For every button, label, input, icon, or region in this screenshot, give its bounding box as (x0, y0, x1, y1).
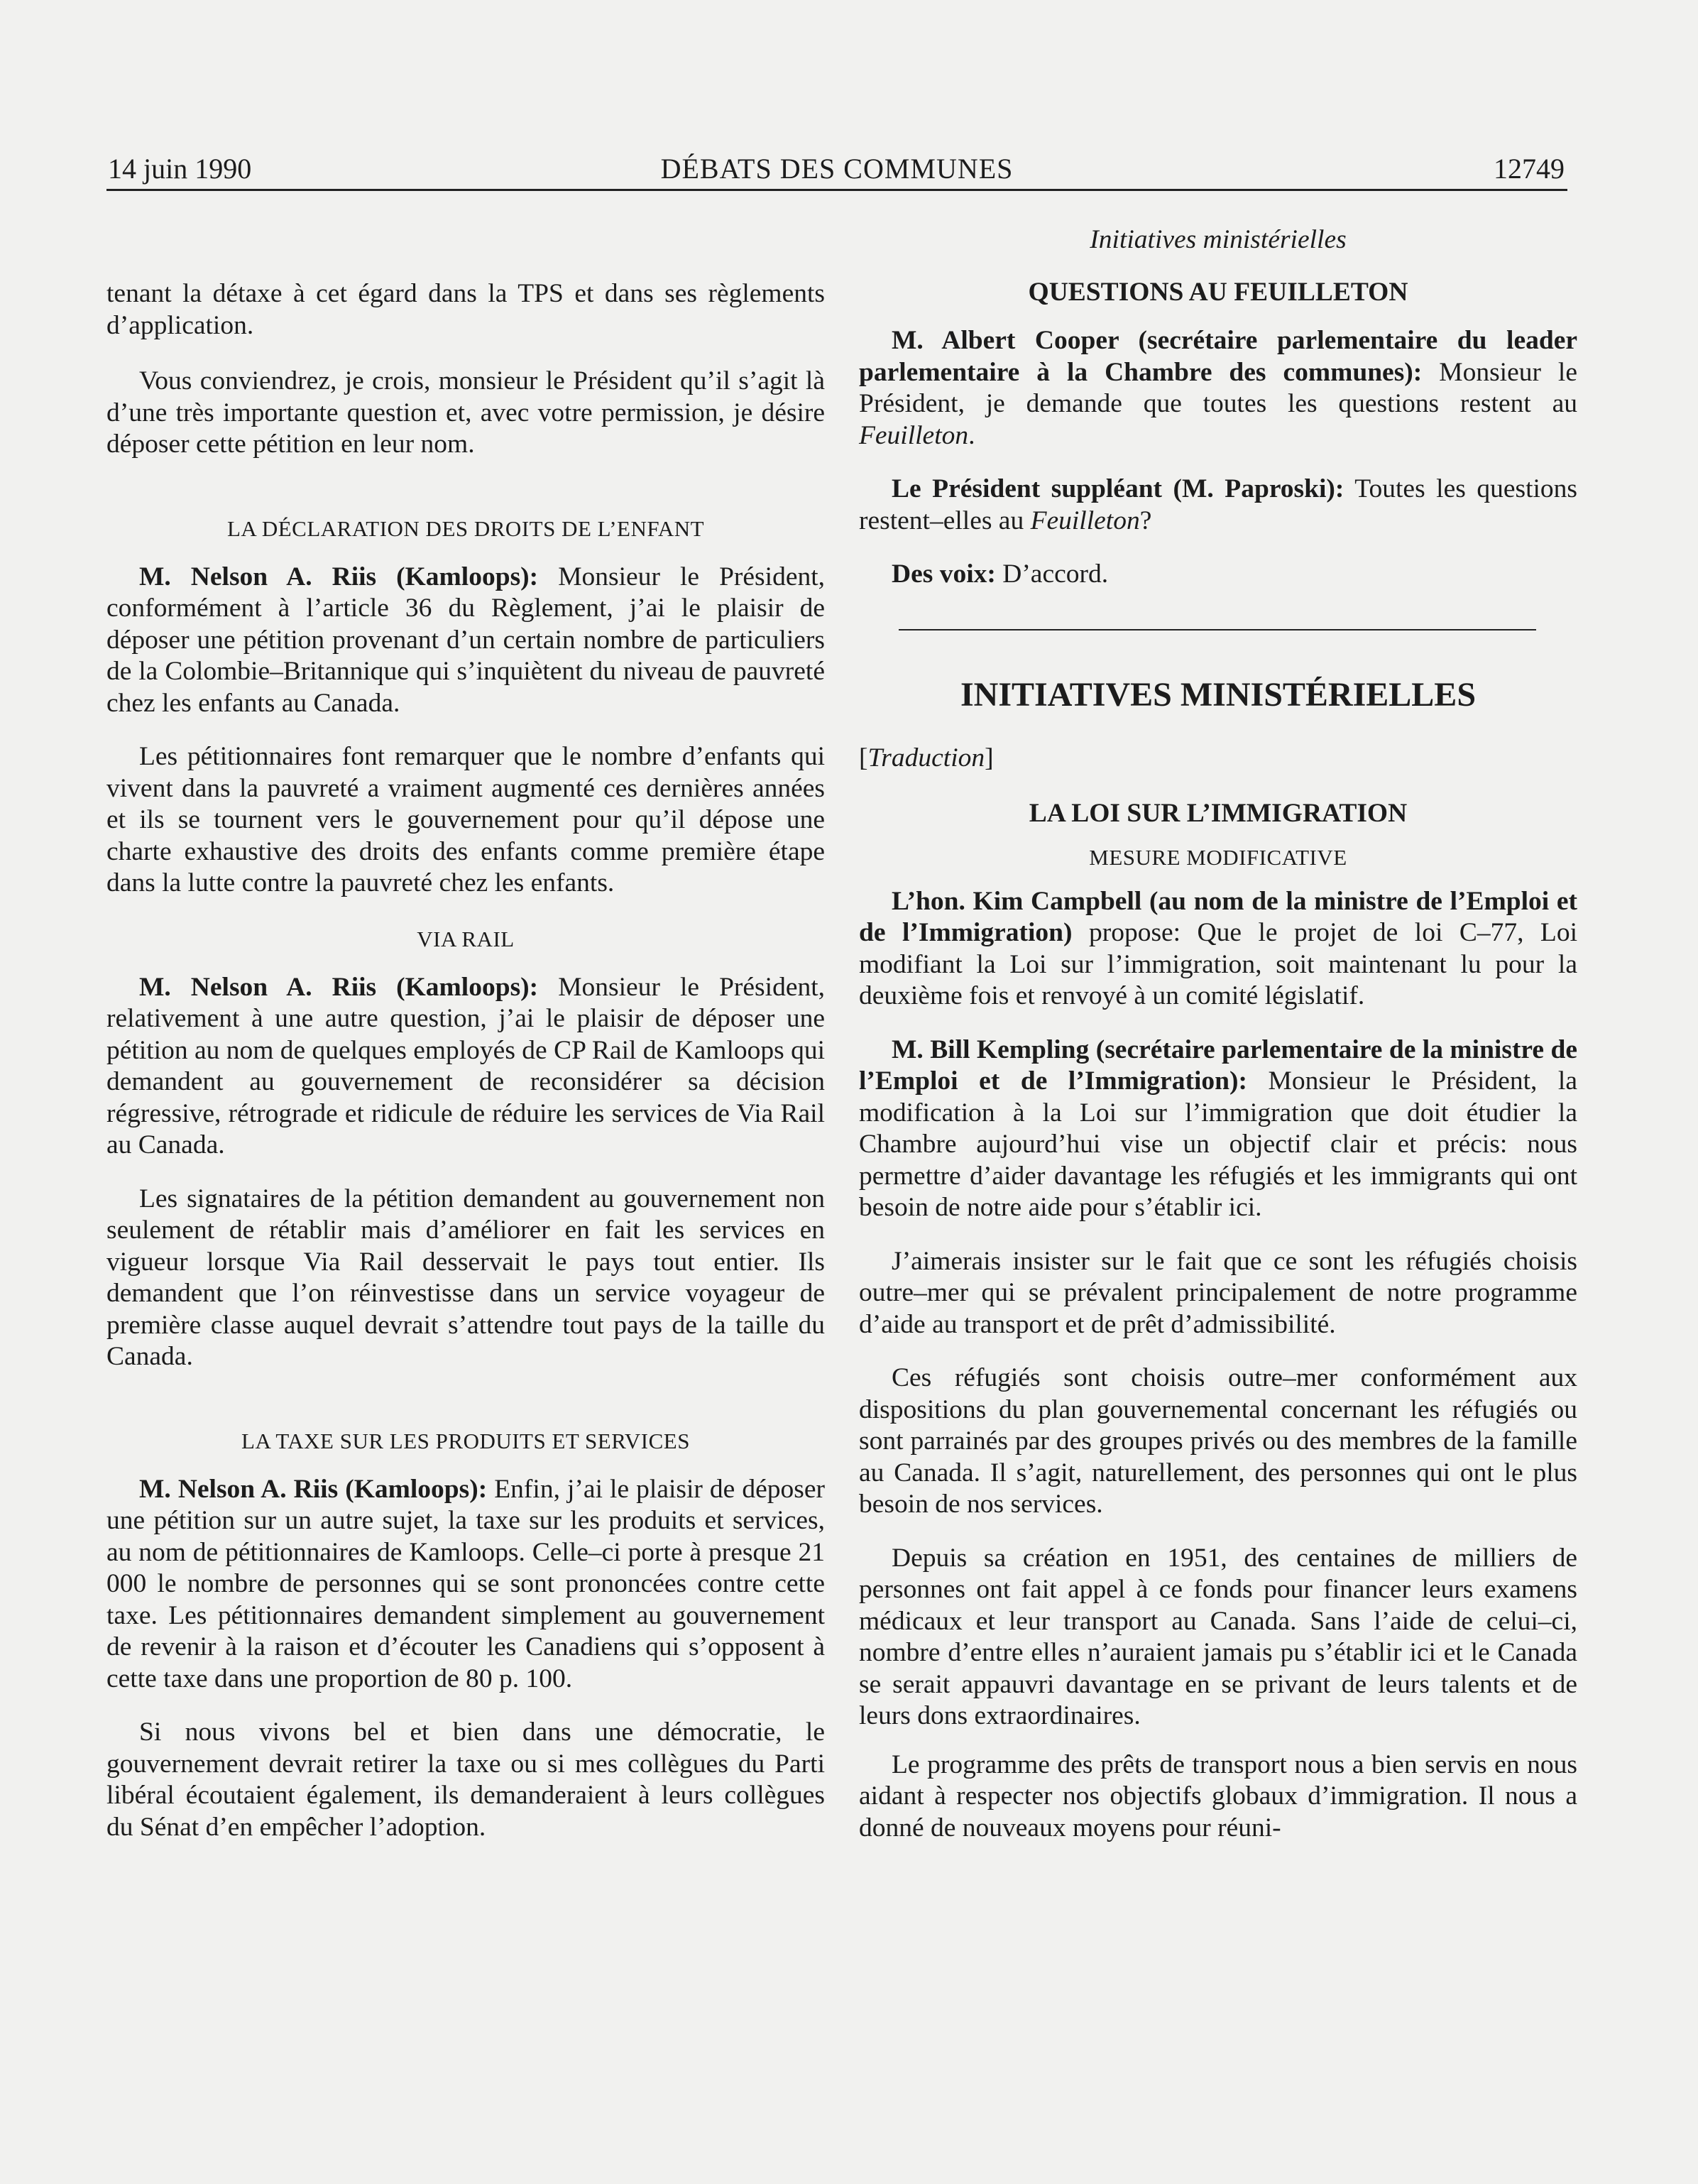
bracket-open: [ (859, 743, 868, 772)
header-date: 14 juin 1990 (108, 153, 252, 185)
speech-italic: Feuilleton (859, 420, 969, 450)
section-heading: LA DÉCLARATION DES DROITS DE L’ENFANT (226, 515, 705, 541)
paragraph: Si nous vivons bel et bien dans une démocratie, le gouvernement devrait retirer la taxe ou si mes collègues du Parti libéral écoutaient également, ils demanderaient à leurs collègues du Sénat d’en empêcher l’adoption. (106, 1718, 825, 1842)
section-heading: LA LOI SUR L’IMMIGRATION (1029, 798, 1408, 828)
speech-italic: Feuilleton (1030, 506, 1140, 535)
paragraph (859, 559, 1577, 591)
paragraph (859, 474, 1577, 537)
translation-label: Traduction (867, 743, 985, 772)
speaker-name: Des voix: (892, 559, 996, 589)
speech-punctuation: ? (1139, 506, 1152, 535)
header-journal-title: DÉBATS DES COMMUNES (660, 153, 1014, 185)
right-column (859, 224, 1577, 1844)
major-heading: INITIATIVES MINISTÉRIELLES (960, 675, 1477, 714)
speaker-name: M. Nelson A. Riis (Kamloops): (139, 1474, 488, 1504)
section-heading: QUESTIONS AU FEUILLETON (1028, 278, 1408, 307)
translation-note (859, 743, 1577, 774)
section-heading: LA TAXE SUR LES PRODUITS ET SERVICES (241, 1428, 690, 1453)
header-page-number: 12749 (1494, 153, 1565, 185)
speech-text: Toutes les questions restent–elles au (859, 474, 1578, 535)
paragraph (859, 1034, 1577, 1224)
speaker-name: Le Président suppléant (M. Paproski): (892, 474, 1344, 503)
paragraph: Les pétitionnaires font remarquer que le nombre d’enfants qui vivent dans la pauvreté a vraiment augmenté ces dernières années et ils se tournent vers le gouvernement pour qu’il dépose une charte exhaustive des droits des enfants comme première étape dans la lutte contre la pauvreté chez les enfants. (106, 742, 825, 897)
paragraph (106, 562, 825, 720)
speech-text: Enfin, j’ai le plaisir de déposer une pétition sur un autre sujet, la taxe sur les produits et services, au nom de pétitionnaires de Kamloops. Celle–ci porte à presque 21 000 le nombre de personnes qui se sont prononcées contre cette taxe. Les pétitionnaires demandent simplement au gouvernement de revenir à la raison et d’écouter les Canadiens qui s’opposent à cette taxe dans une proportion de 80 p. 100. (106, 1474, 826, 1693)
paragraph: J’aimerais insister sur le fait que ce sont les réfugiés choisis outre–mer qui se prévalent principalement de notre programme d’aide au transport et de prêt d’admissibilité. (859, 1246, 1577, 1339)
divider-rule (899, 629, 1536, 630)
speaker-name: M. Albert Cooper (secrétaire parlementaire du leader parlementaire à la Chambre des communes): (859, 326, 1577, 387)
speech-text: Monsieur le Président, relativement à une autre question, j’ai le plaisir de déposer une pétition au nom de quelques employés de CP Rail de Kamloops qui demandent au gouvernement de reconsidérer sa décision régressive, rétrograde et ridicule de réduire les services de Via Rail au Canada. (106, 972, 826, 1159)
paragraph (859, 886, 1577, 1012)
speaker-name: M. Nelson A. Riis (Kamloops): (139, 562, 539, 591)
paragraph (859, 325, 1577, 452)
paragraph: tenant la détaxe à cet égard dans la TPS et dans ses règlements d’application. (106, 279, 825, 340)
paragraph (106, 1474, 825, 1696)
paragraph: Vous conviendrez, je crois, monsieur le Président qu’il s’agit là d’une très importante question et, avec votre permission, je désire déposer cette pétition en leur nom. (106, 366, 825, 459)
bracket-close: ] (985, 743, 994, 772)
paragraph: Depuis sa création en 1951, des centaines de milliers de personnes ont fait appel à ce fonds pour financer leurs examens médicaux et leur transport au Canada. Sans l’aide de celui–ci, nombre d’entre elles n’auraient jamais pu s’établir ici et le Canada se serait appauvri davantage en se privant de leurs talents et de leurs dons extraordinaires. (859, 1543, 1577, 1730)
speaker-name: M. Bill Kempling (secrétaire parlementaire de la ministre de l’Emploi et de l’Immigration): (859, 1034, 1577, 1096)
speech-text: Monsieur le Président, je demande que toutes les questions restent au (859, 357, 1577, 418)
speaker-name: M. Nelson A. Riis (Kamloops): (139, 972, 539, 1002)
paragraph: Ces réfugiés sont choisis outre–mer conformément aux dispositions du plan gouvernemental concernant les réfugiés ou sont parrainés par des groupes privés ou des membres de la famille au Canada. Il s’agit, naturellement, des personnes qui ont le plus besoin de nos services. (859, 1363, 1577, 1519)
left-column (106, 278, 825, 1843)
paragraph (106, 972, 825, 1162)
paragraph: Le programme des prêts de transport nous a bien servis en nous aidant à respecter nos objectifs globaux d’immigration. Il nous a donné de nouveaux moyens pour réuni- (859, 1749, 1577, 1842)
speech-text: propose: Que le projet de loi C–77, Loi modifiant la Loi sur l’immigration, soit maintenant lu pour la deuxième fois et renvoyé à un comité législatif. (859, 918, 1577, 1010)
speech-text: Monsieur le Président, conformément à l’article 36 du Règlement, j’ai le plaisir de déposer une pétition provenant d’un certain nombre de particuliers de la Colombie–Britannique qui s’inquiètent du niveau de pauvreté chez les enfants au Canada. (106, 562, 826, 718)
speech-text: D’accord. (995, 559, 1109, 589)
paragraph: Les signataires de la pétition demandent au gouvernement non seulement de rétablir mais d’améliorer en fait les services en vigueur lorsque Via Rail desservait le pays tout entier. Ils demandent que l’on réinvestisse dans un service voyageur de première classe auquel devrait s’attendre tout pays de la taille du Canada. (106, 1184, 825, 1371)
page-header (106, 146, 1567, 191)
sub-heading: MESURE MODIFICATIVE (1089, 844, 1347, 870)
section-heading: VIA RAIL (417, 926, 515, 951)
speaker-name: L’hon. Kim Campbell (au nom de la ministre de l’Emploi et de l’Immigration) (859, 886, 1577, 947)
speech-text: Monsieur le Président, la modification à la Loi sur l’immigration que doit étudier la Chambre aujourd’hui vise un objectif clair et précis: nous permettre d’aider davantage les réfugiés et les immigrants qui ont besoin de notre aide pour s’établir ici. (859, 1066, 1577, 1222)
section-label: Initiatives ministérielles (1090, 225, 1347, 254)
speech-punctuation: . (968, 420, 975, 450)
